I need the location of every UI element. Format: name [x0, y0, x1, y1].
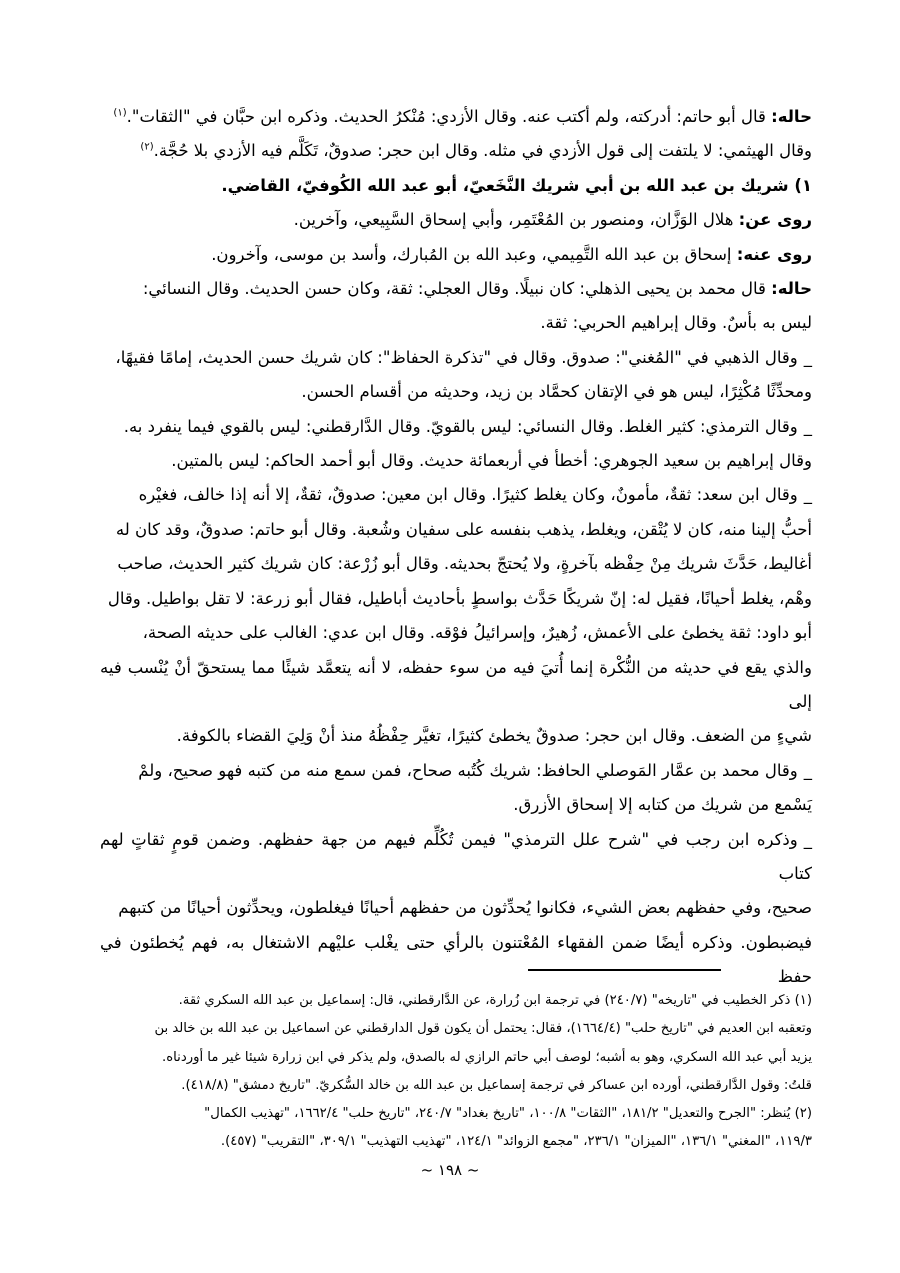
text-line [100, 203, 812, 237]
text-line: يَسْمع من شريك من كتابه إلا إسحاق الأزرق. [513, 795, 812, 815]
dash-marker: _ [803, 829, 812, 849]
footnote-ref-2[interactable]: (٢) [140, 141, 154, 153]
text-line [100, 341, 812, 375]
line-text: هلال الوَزَّان، ومنصور بن المُعْتَمِر، وأبي إسحاق السَّبِيعي، وآخرين. [293, 210, 739, 230]
footnotes [100, 987, 812, 1157]
text-line: فيضبطون. وذكره أيضًا ضمن الفقهاء المُعْتنون بالرأي حتى يغْلب عليْهم الاشتغال به، فهم يُخطئون في حفظ [100, 932, 812, 987]
text-line: وهْم، يغلط أحيانًا، فقيل له: إنّ شريكًا حَدَّث بواسطٍ بأحاديث أباطيل، فقال أبو زرعة: لا تقل بواطيل. وقال [107, 588, 812, 608]
text-line: أحبُّ إلينا منه، كان لا يُتْقن، ويغلط، يذهب بنفسه على سفيان وشُعبة. وقال أبو حاتم: صدوقٌ، وقد كان له [115, 519, 812, 539]
text-line: ومحدِّثًا مُكْثِرًا، ليس هو في الإتقان كحمَّاد بن زيد، وحديثه من أقسام الحسن. [301, 382, 812, 402]
text-line: ليس به بأسٌ. وقال إبراهيم الحربي: ثقة. [540, 313, 812, 333]
text-line: والذي يقع في حديثه من النُّكْرة إنما أُتيَ فيه من سوء حفظه، لا أنه يتعمَّد شيئًا مما يستحقّ أنْ يُنْسب فيه إلى [100, 657, 812, 711]
line-text: قال محمد بن يحيى الذهلي: كان نبيلًا. وقال العجلي: ثقة، وكان حسن الحديث. وقال النسائي: [142, 279, 772, 299]
text-line: صحيح، وفي حفظهم بعض الشيء، فكانوا يُحدِّثون من حفظهم أحيانًا فيغلطون، ويحدِّثون أحيانًا من كتبهم [118, 898, 812, 918]
text-line [100, 754, 812, 788]
text-line [100, 134, 812, 168]
text-line [100, 823, 812, 892]
text-line [100, 410, 812, 444]
line-text: إسحاق بن عبد الله التَّمِيمي، وعبد الله بن المُبارك، وأسد بن موسى، وآخرون. [211, 244, 737, 264]
line-text: وذكره ابن رجب في "شرح علل الترمذي" فيمن تُكُلِّم فيهم من جهة حفظهم. وضمن قومٍ ثقاتٍ لهم كتاب [100, 829, 812, 883]
text-line: أبو داود: ثقة يخطئ على الأعمش، زُهيرٌ، وإسرائيلُ فوْقه. وقال ابن عدي: الغالب على حديثه الصحة، [142, 623, 812, 643]
dash-marker: _ [803, 485, 812, 505]
footnote-line: يزيد أبي عبد الله السكري، وهو به أشبه؛ لوصف أبي حاتم الرازي له بالصدق، ولم يذكر في ابن زرارة شيئا غير ما أوردناه. [162, 1049, 812, 1065]
footnote-ref-1[interactable]: (١) [113, 107, 127, 119]
label-haluh: حاله: [771, 107, 812, 126]
line-text: وقال محمد بن عمَّار المَوصلي الحافظ: شريك كُتُبه صحاح، فمن سمع منه من كتبه فهو صحيح، ولمْ [138, 760, 798, 780]
text-line [100, 100, 812, 134]
footnote-line: وتعقبه ابن العديم في "تاريخ حلب" (١٦٦٤/٤)، فقال: يحتمل أن يكون قول الدارقطني عن اسماعيل بن عبد الله بن خالد بن [154, 1021, 812, 1037]
text-line [100, 478, 812, 512]
label-haluh: حاله: [771, 279, 812, 299]
footnote-line: ١١٩/٣، "المغني" ١٣٦/١، "الميزان" ٢٣٦/١، "مجمع الزوائد" ١٢٤/١، "تهذيب التهذيب" ٣٠٩/١، "التقريب" (٤٥٧). [220, 1134, 812, 1150]
line-text: وقال الذهبي في "المُغني": صدوق. وقال في "تذكرة الحفاظ": كان شريك حسن الحديث، إمامًا فقيهًا، [115, 347, 798, 367]
dash-marker: _ [803, 416, 812, 436]
footnote-line: (١) ذكر الخطيب في "تاريخه" (٢٤٠/٧) في ترجمة ابن زُرارة، عن الدَّارقطني، قال: إسماعيل بن عبد الله السكري ثقة. [178, 993, 812, 1008]
label-rawa-an: روى عن: [738, 210, 812, 230]
line-text: وقال الهيثمي: لا يلتفت إلى قول الأزدي في مثله. وقال ابن حجر: صدوقٌ، تَكَلَّم فيه الأزدي بلا حُجَّة. [153, 141, 812, 161]
line-text: وقال الترمذي: كثير الغلط. وقال النسائي: ليس بالقويّ. وقال الدَّارقطني: ليس بالقوي فيما ينفرد به. [123, 416, 798, 436]
dash-marker: _ [803, 760, 812, 780]
narrator-heading: ١) شريك بن عبد الله بن أبي شريك النَّخَعيّ، أبو عبد الله الكُوفيّ، القاضي. [221, 175, 812, 195]
footnote-line: قلتُ: وقول الدَّارقطني، أورده ابن عساكر في ترجمة إسماعيل بن عبد الله بن خالد السُّكريّ. "تاريخ دمشق" (٤١٨/٨). [181, 1077, 812, 1093]
line-text: وقال ابن سعد: ثقةٌ، مأمونٌ، وكان يغلط كثيرًا. وقال ابن معين: صدوقٌ، ثقةٌ، إلا أنه إذا خالف، فغيْره [138, 485, 798, 505]
text-line [100, 238, 812, 272]
dash-marker: _ [803, 347, 812, 367]
footnote-line: (٢) يُنظر: "الجرح والتعديل" ١٨١/٢، "الثقات" ١٠٠/٨، "تاريخ بغداد" ٢٤٠/٧، "تاريخ حلب" ١٦٦٢/٤، "تهذيب الكمال" [204, 1106, 812, 1122]
text-line: شيءٍ من الضعف. وقال ابن حجر: صدوقٌ يخطئ كثيرًا، تغيَّر حِفْظُهُ منذ أنْ وَلِيَ القضاء بالكوفة. [176, 726, 812, 746]
text-line: وقال إبراهيم بن سعيد الجوهري: أخطأ في أربعمائة حديث. وقال أبو أحمد الحاكم: ليس بالمتين. [171, 451, 812, 471]
label-rawa-anhu: روى عنه: [736, 244, 812, 264]
text-line: أغاليط، حَدَّثَ شريك مِنْ حِفْظه بآخرةٍ، ولا يُحتجّ بحديثه. وقال أبو زُرْعة: كان شريك كثير الحديث، صاحب [117, 554, 812, 574]
line-text: قال أبو حاتم: أدركته، ولم أكتب عنه. وقال الأزدي: مُنْكرُ الحديث. وذكره ابن حبَّان في "الثقات". [126, 107, 772, 126]
footnote-separator [528, 969, 721, 971]
page-number: ~ ١٩٨ ~ [420, 1161, 480, 1179]
main-text [100, 100, 812, 995]
text-line [100, 272, 812, 306]
